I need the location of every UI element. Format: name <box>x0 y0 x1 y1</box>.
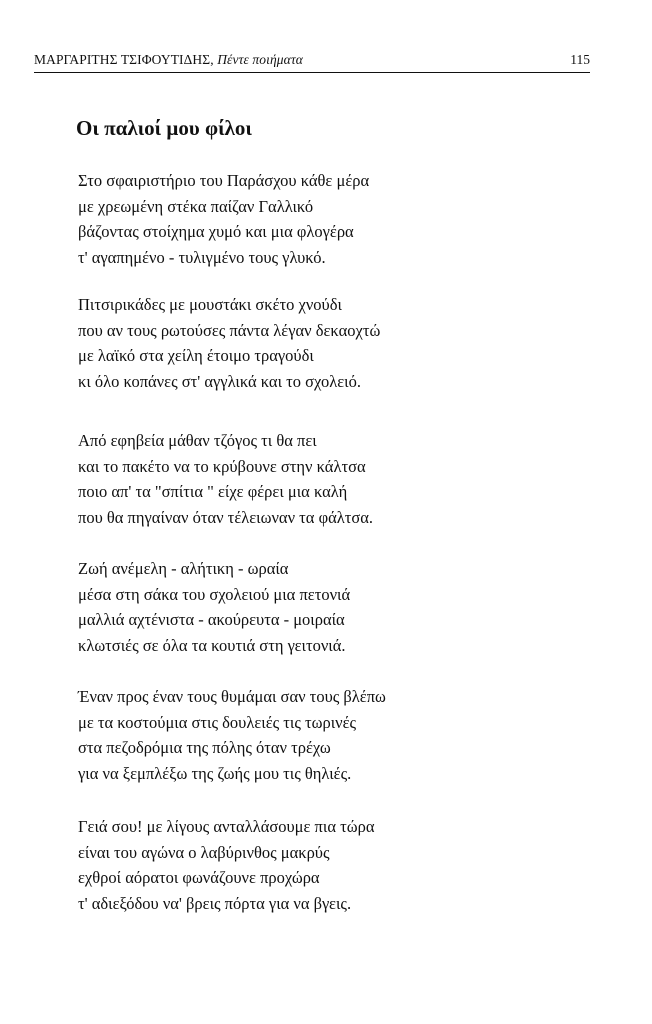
stanza-3 <box>78 428 618 531</box>
poem-line: με τα κοστούμια στις δουλειές τις τωρινές <box>78 712 357 732</box>
running-head <box>34 50 590 70</box>
stanza-1 <box>78 168 618 271</box>
stanza-5 <box>78 684 618 787</box>
author-name: ΜΑΡΓΑΡΙΤΗΣ ΤΣΙΦΟΥΤΙΔΗΣ, <box>34 52 214 67</box>
poem-line: είναι του αγώνα ο λαβύρινθος μακρύς <box>78 842 330 862</box>
poem-line: μέσα στη σάκα του σχολειού μια πετονιά <box>78 584 351 604</box>
poem-line: ποιο απ' τα "σπίτια " είχε φέρει μια καλή <box>78 482 348 502</box>
poem-line: κλωτσιές σε όλα τα κουτιά στη γειτονιά. <box>78 636 346 656</box>
poem-line: για να ξεμπλέξω της ζωής μου τις θηλιές. <box>78 764 352 784</box>
poem-line: με λαϊκό στα χείλη έτοιμο τραγούδι <box>78 346 314 366</box>
poem-line: Πιτσιρικάδες με μουστάκι σκέτο χνούδι <box>78 295 342 314</box>
poem-line: στα πεζοδρόμια της πόλης όταν τρέχω <box>78 738 331 758</box>
poem-line: με χρεωμένη στέκα παίζαν Γαλλικό <box>78 196 314 216</box>
running-head-title <box>34 50 303 70</box>
poem-line: τ' αδιεξόδου να' βρεις πόρτα για να βγεις. <box>78 894 352 914</box>
stanza-4 <box>78 556 618 659</box>
stanza-2 <box>78 292 618 395</box>
poem-line: κι όλο κοπάνες στ' αγγλικά και το σχολειό. <box>78 372 361 392</box>
poem-title: Οι παλιοί μου φίλοι <box>76 116 252 140</box>
work-title: Πέντε ποιήματα <box>217 52 303 67</box>
poem-line: τ' αγαπημένο - τυλιγμένο τους γλυκό. <box>78 248 326 268</box>
poem-line: Έναν προς έναν τους θυμάμαι σαν τους βλέπω <box>78 687 386 706</box>
stanza-6 <box>78 814 618 917</box>
header-rule <box>34 72 590 73</box>
poem-line: που αν τους ρωτούσες πάντα λέγαν δεκαοχτώ <box>78 320 381 340</box>
poem-line: που θα πηγαίναν όταν τέλειωναν τα φάλτσα. <box>78 508 374 528</box>
page-number: 115 <box>570 52 590 67</box>
poem-line: Στο σφαιριστήριο του Παράσχου κάθε μέρα <box>78 171 370 190</box>
poem-line: βάζοντας στοίχημα χυμό και μια φλογέρα <box>78 222 354 242</box>
poem-line: μαλλιά αχτένιστα - ακούρευτα - μοιραία <box>78 610 345 630</box>
poem-line: Ζωή ανέμελη - αλήτικη - ωραία <box>78 559 289 578</box>
poem-line: Γειά σου! με λίγους ανταλλάσουμε πια τώρα <box>78 817 375 836</box>
poem-line: εχθροί αόρατοι φωνάζουνε προχώρα <box>78 868 320 888</box>
poem-line: και το πακέτο να το κρύβουνε στην κάλτσα <box>78 456 366 476</box>
poem-line: Από εφηβεία μάθαν τζόγος τι θα πει <box>78 431 317 450</box>
